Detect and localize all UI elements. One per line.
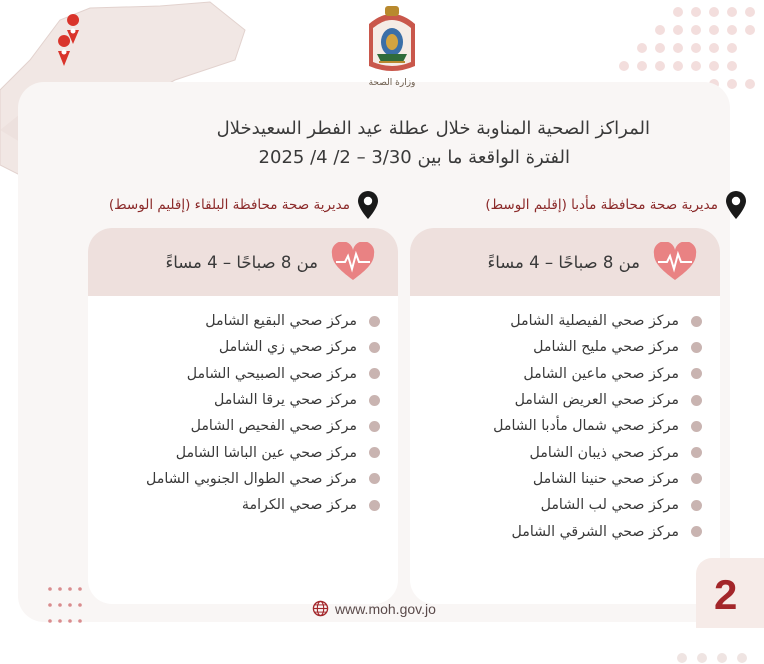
list-item — [146, 334, 380, 360]
bullet-icon — [691, 473, 702, 484]
bullet-icon — [691, 316, 702, 327]
map-pin-icon — [356, 190, 380, 220]
centers-card-balqa — [88, 228, 398, 604]
list-item — [493, 308, 702, 334]
bullet-icon — [369, 316, 380, 327]
ministry-caption: وزارة الصحة — [368, 78, 416, 88]
center-name: مركز صحي زي الشامل — [218, 339, 357, 356]
hours-header — [88, 228, 398, 296]
center-name: مركز صحي ماعين الشامل — [523, 365, 679, 382]
title-line-1: المراكز الصحية المناوبة خلال عطلة عيد الفطر السعيدخلال — [216, 118, 650, 139]
decorative-dots — [674, 644, 754, 664]
website-footer[interactable] — [312, 600, 436, 617]
center-name: مركز صحي يرقا الشامل — [213, 392, 357, 409]
list-item — [146, 361, 380, 387]
list-item — [493, 492, 702, 518]
center-name: مركز صحي الشرقي الشامل — [511, 523, 679, 540]
center-name: مركز صحي لب الشامل — [540, 497, 679, 514]
directorate-label: مديرية صحة محافظة البلقاء (إقليم الوسط) — [108, 197, 350, 213]
center-name: مركز صحي ذيبان الشامل — [529, 444, 679, 461]
page-number: 2 — [696, 558, 764, 628]
list-item — [493, 439, 702, 465]
center-name: مركز صحي الكرامة — [241, 497, 357, 514]
bullet-icon — [691, 368, 702, 379]
globe-icon — [312, 600, 329, 617]
center-name: مركز صحي العريض الشامل — [514, 392, 679, 409]
bullet-icon — [369, 368, 380, 379]
center-name: مركز صحي الصبيحي الشامل — [186, 365, 357, 382]
bullet-icon — [691, 421, 702, 432]
directorate-balqa — [109, 190, 380, 220]
centers-list — [146, 308, 380, 518]
bullet-icon — [691, 500, 702, 511]
bullet-icon — [691, 447, 702, 458]
list-item — [493, 518, 702, 544]
list-item — [493, 361, 702, 387]
center-name: مركز صحي الطوال الجنوبي الشامل — [146, 470, 357, 487]
bullet-icon — [369, 342, 380, 353]
center-name: مركز صحي مليح الشامل — [533, 339, 679, 356]
coat-of-arms-emblem — [363, 4, 421, 76]
center-name: مركز صحي شمال مأدبا الشامل — [493, 418, 679, 435]
list-item — [146, 308, 380, 334]
centers-card-madaba — [410, 228, 720, 604]
bullet-icon — [369, 395, 380, 406]
list-item — [146, 466, 380, 492]
hours-label: من 8 صباحًا – 4 مساءً — [165, 252, 318, 272]
directorate-label: مديرية صحة محافظة مأدبا (إقليم الوسط) — [485, 197, 718, 213]
center-name: مركز صحي الفحيص الشامل — [190, 418, 357, 435]
bullet-icon — [369, 447, 380, 458]
bullet-icon — [691, 342, 702, 353]
page-title — [160, 114, 650, 172]
map-pin-icon — [724, 190, 748, 220]
heart-pulse-icon — [652, 242, 698, 282]
list-item — [493, 334, 702, 360]
website-url[interactable]: www.moh.gov.jo — [335, 600, 436, 617]
directorate-madaba — [485, 190, 748, 220]
list-item — [146, 492, 380, 518]
bullet-icon — [369, 473, 380, 484]
bullet-icon — [691, 526, 702, 537]
center-name: مركز صحي البقيع الشامل — [205, 313, 357, 330]
heart-pulse-icon — [330, 242, 376, 282]
bullet-icon — [691, 395, 702, 406]
list-item — [493, 413, 702, 439]
list-item — [146, 439, 380, 465]
hours-label: من 8 صباحًا – 4 مساءً — [487, 252, 640, 272]
center-name: مركز صحي الفيصلية الشامل — [510, 313, 679, 330]
center-name: مركز صحي عين الباشا الشامل — [175, 444, 357, 461]
bullet-icon — [369, 500, 380, 511]
decorative-dots — [46, 585, 90, 629]
centers-list — [493, 308, 702, 545]
bullet-icon — [369, 421, 380, 432]
list-item — [146, 413, 380, 439]
hours-header — [410, 228, 720, 296]
title-line-2: الفترة الواقعة ما بين 3/30 – 2/ 4/ 2025 — [258, 147, 570, 168]
list-item — [493, 387, 702, 413]
list-item — [493, 466, 702, 492]
center-name: مركز صحي حنينا الشامل — [532, 470, 679, 487]
list-item — [146, 387, 380, 413]
